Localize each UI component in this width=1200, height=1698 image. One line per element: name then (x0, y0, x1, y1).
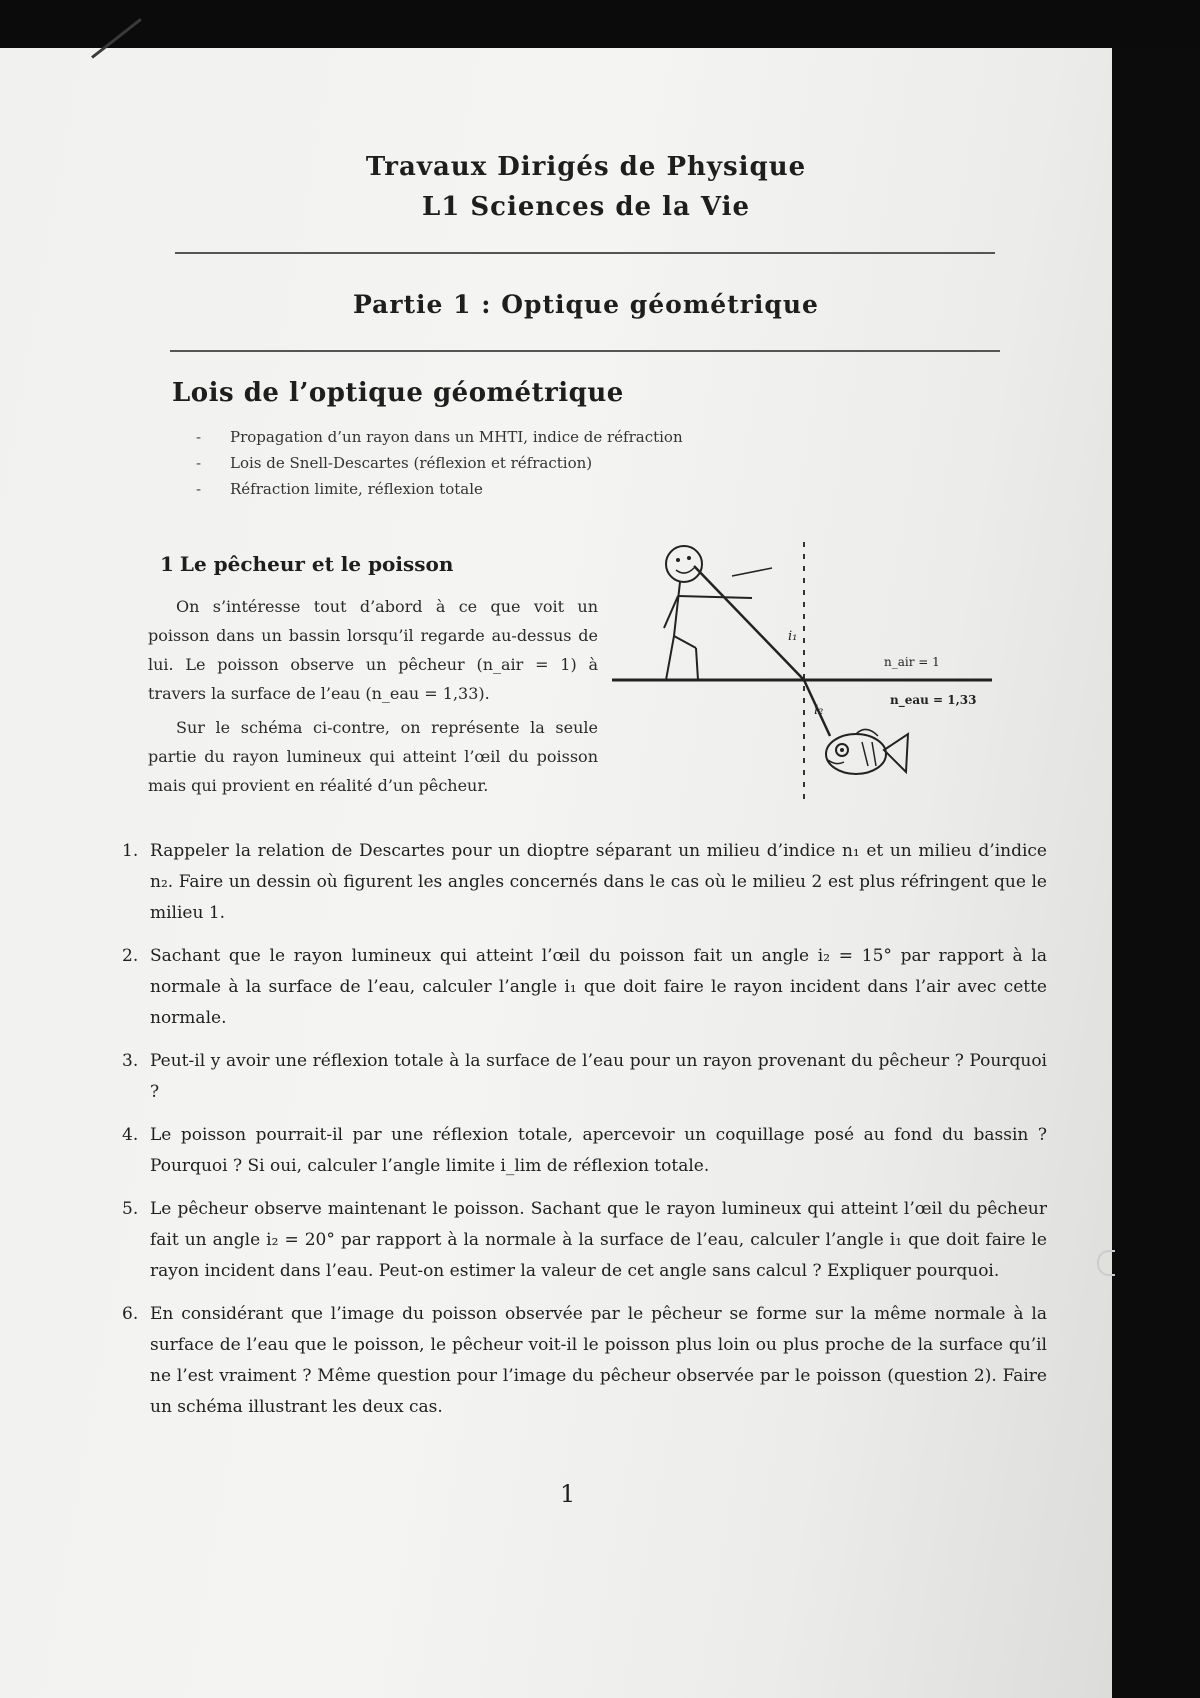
document-subtitle: L1 Sciences de la Vie (421, 192, 751, 222)
question-item (122, 1194, 1047, 1287)
question-number: 3. (122, 1051, 139, 1071)
question-number: 1. (122, 841, 139, 861)
label-i1: i₁ (788, 629, 798, 644)
page-number: 1 (560, 1480, 576, 1508)
exercise-intro-paragraph-1: On s’intéresse tout d’abord à ce que voit un poisson dans un bassin lorsqu’il regarde au-dessus de lui. Le poisson observe un pêcheur (n_air = 1) à travers la surface de l’eau (n_eau = 1,33). (148, 597, 598, 703)
question-item (122, 1046, 1047, 1108)
section-title: Lois de l’optique géométrique (172, 378, 624, 408)
question-text: Le pêcheur observe maintenant le poisson. Sachant que le rayon lumineux qui atteint l’œil du pêcheur fait un angle i₂ = 20° par rapport à la normale à la surface de l’eau, calculer l’angle i₁ que doit faire le rayon incident dans l’eau. Peut-on estimer la valeur de cet angle sans calcul ? Expliquer pourquoi. (150, 1199, 1047, 1281)
objectives-list (196, 424, 683, 502)
label-n-eau: n_eau = 1,33 (890, 693, 977, 707)
fisherman-body (674, 582, 680, 636)
question-text: Le poisson pourrait-il par une réflexion totale, apercevoir un coquillage posé au fond du bassin ? Pourquoi ? Si oui, calculer l’angle limite i_lim de réflexion totale. (150, 1125, 1047, 1176)
question-number: 5. (122, 1199, 139, 1219)
question-item (122, 836, 1047, 929)
fisherman-fish-diagram (612, 536, 992, 806)
question-item (122, 941, 1047, 1034)
label-i2: i₂ (814, 703, 824, 718)
part-title: Partie 1 : Optique géométrique (353, 290, 819, 319)
objective-item: - Réfraction limite, réflexion totale (196, 476, 683, 502)
label-n-air: n_air = 1 (884, 655, 940, 669)
question-text: Rappeler la relation de Descartes pour un dioptre séparant un milieu d’indice n₁ et un milieu d’indice n₂. Faire un dessin où figurent les angles concernés dans le cas où le milieu 2 est plus réfringent que le milieu 1. (150, 841, 1047, 923)
question-text: En considérant que l’image du poisson observée par le pêcheur se forme sur la même normale à la surface de l’eau que le poisson, le pêcheur voit-il le poisson plus loin ou plus proche de la surface qu’il ne l’est vraiment ? Même question pour l’image du pêcheur observée par le poisson (question 2). Faire un schéma illustrant les deux cas. (150, 1304, 1047, 1417)
fisherman-head (666, 546, 702, 582)
question-text: Sachant que le rayon lumineux qui atteint l’œil du poisson fait un angle i₂ = 15° par rapport à la normale à la surface de l’eau, calculer l’angle i₁ que doit faire le rayon incident dans l’air avec cette normale. (150, 946, 1047, 1028)
incident-ray (694, 566, 804, 680)
question-list (122, 836, 1047, 1435)
question-number: 6. (122, 1304, 139, 1324)
exercise-title (160, 552, 453, 576)
divider-part (170, 350, 1000, 352)
question-number: 2. (122, 946, 139, 966)
document-title: Travaux Dirigés de Physique (365, 152, 807, 182)
question-item (122, 1120, 1047, 1182)
exercise-intro-paragraph-2: Sur le schéma ci-contre, on représente la seule partie du rayon lumineux qui atteint l’œil du poisson mais qui provient en réalité d’un pêcheur. (148, 718, 598, 795)
page-edge-mark (1097, 1250, 1115, 1276)
question-text: Peut-il y avoir une réflexion totale à la surface de l’eau pour un rayon provenant du pêcheur ? Pourquoi ? (150, 1051, 1047, 1102)
question-number: 4. (122, 1125, 139, 1145)
objective-item: - Propagation d’un rayon dans un MHTI, indice de réfraction (196, 424, 683, 450)
exercise-name: Le pêcheur et le poisson (179, 552, 454, 576)
divider-top (175, 252, 995, 254)
exercise-number: 1 (160, 552, 174, 576)
question-item (122, 1299, 1047, 1423)
objective-item: - Lois de Snell-Descartes (réflexion et réfraction) (196, 450, 683, 476)
fish-drawing (826, 729, 908, 774)
